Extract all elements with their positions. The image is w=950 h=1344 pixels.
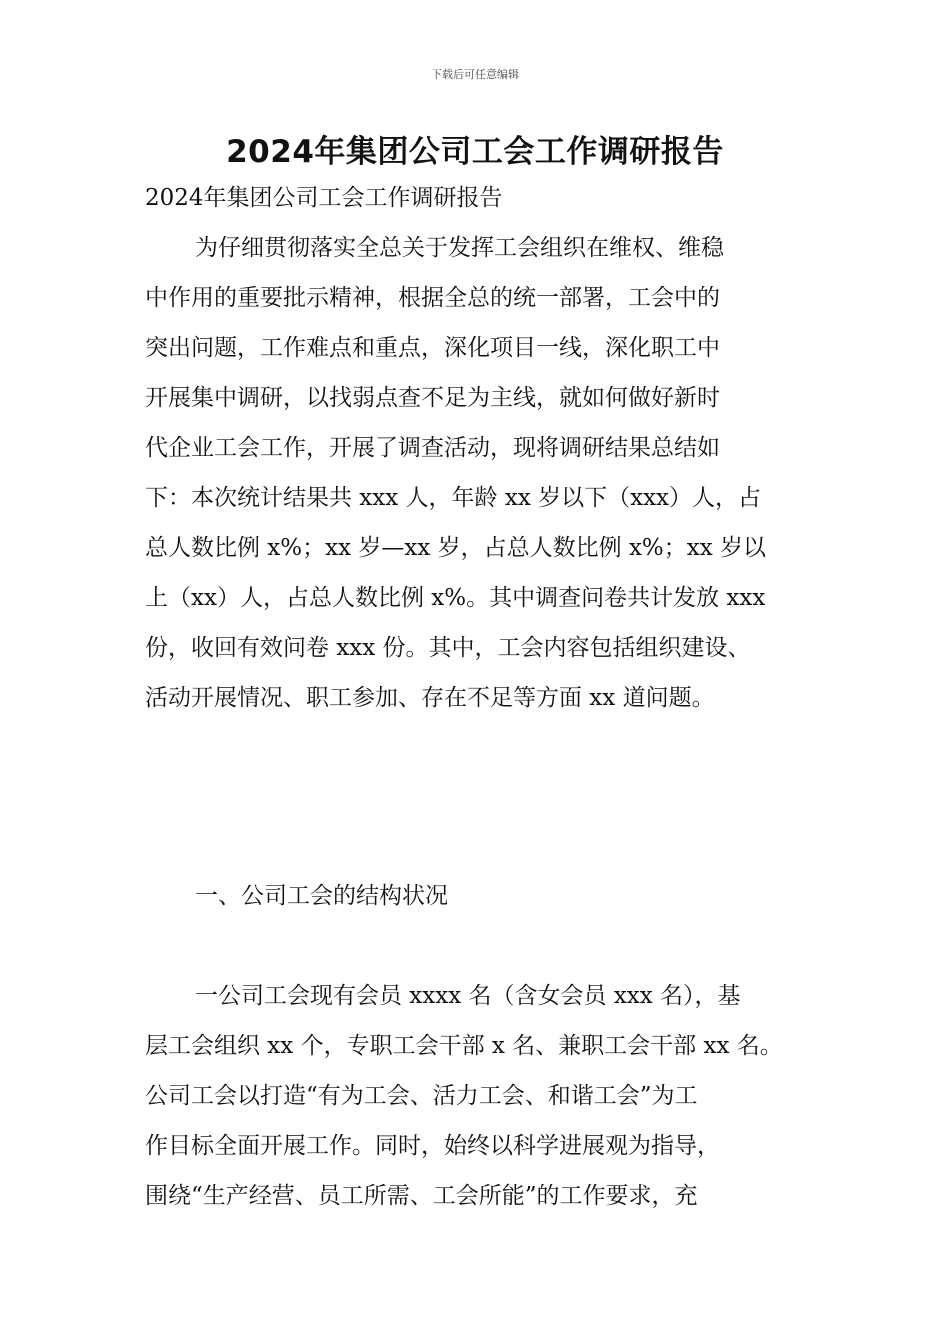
header-note: 下载后可任意编辑 (431, 68, 519, 81)
paragraph-line: 层工会组织 xx 个，专职工会干部 x 名、兼职工会干部 xx 名。 (145, 1033, 783, 1059)
paragraph-line: 下：本次统计结果共 xxx 人，年龄 xx 岁以下（xxx）人，占 (145, 485, 762, 511)
paragraph-line: 作目标全面开展工作。同时，始终以科学进展观为指导， (145, 1133, 720, 1159)
document-title: 2024年集团公司工会工作调研报告 (226, 134, 724, 170)
paragraph-line: 上（xx）人，占总人数比例 x%。其中调查问卷共计发放 xxx (145, 585, 766, 611)
paragraph-line: 份，收回有效问卷 xxx 份。其中，工会内容包括组织建设、 (145, 635, 751, 661)
paragraph-line: 活动开展情况、职工参加、存在不足等方面 xx 道问题。 (145, 685, 715, 711)
paragraph-line: 一公司工会现有会员 xxxx 名（含女会员 xxx 名），基 (195, 983, 741, 1009)
paragraph-line: 中作用的重要批示精神，根据全总的统一部署，工会中的 (145, 285, 720, 311)
section-heading: 一、公司工会的结构状况 (195, 883, 448, 909)
paragraph-line: 突出问题，工作难点和重点，深化项目一线，深化职工中 (145, 335, 720, 361)
paragraph-line: 开展集中调研，以找弱点查不足为主线，就如何做好新时 (145, 385, 720, 411)
paragraph-line: 围绕“生产经营、员工所需、工会所能”的工作要求，充 (145, 1183, 698, 1209)
paragraph-line: 总人数比例 x%；xx 岁—xx 岁，占总人数比例 x%；xx 岁以 (145, 535, 767, 561)
document-subtitle: 2024年集团公司工会工作调研报告 (145, 185, 503, 211)
paragraph-line: 公司工会以打造“有为工会、活力工会、和谐工会”为工 (145, 1083, 698, 1109)
paragraph-line: 为仔细贯彻落实全总关于发挥工会组织在维权、维稳 (195, 235, 724, 261)
paragraph-line: 代企业工会工作，开展了调查活动，现将调研结果总结如 (145, 435, 720, 461)
